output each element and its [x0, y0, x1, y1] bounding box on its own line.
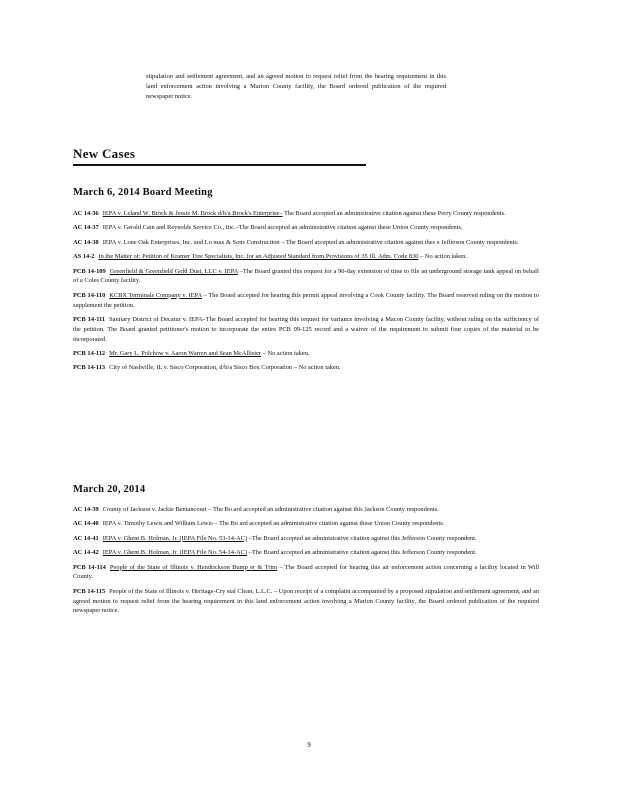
case-description: IEPA v. Gerald Cain and Reynolds Service Co., Inc.–The Board accepted an administrative citation against these Union County respondents. — [102, 224, 463, 232]
case-number: PCB 14-115 — [73, 587, 106, 595]
case-entry — [73, 587, 539, 616]
case-description: –The Board accepted an administrative citation against this Jefferson County respondent. — [247, 549, 477, 557]
case-description: People of the State of Illinois v. Heritage-Cry stal Clean, L.L.C. – Upon receipt of a complaint accompanied by a proposed stipulation and settlement agreement, and an agreed motion to request relief from the hearing requirement in this land enforcement action involving a Marion County facility, the Board ordered publication of the required newspaper notice. — [73, 587, 539, 615]
case-description: – No action taken. — [418, 253, 467, 261]
case-description: IEPA v. Lone Oak Enterprises, Inc. and Lo max & Sons Construction – The Board accepted an administrative citation against thes e Jefferson County respondents. — [102, 238, 519, 246]
case-number: PCB 14-113 — [73, 364, 106, 372]
case-entry — [73, 534, 539, 544]
case-entry — [73, 252, 539, 262]
intro-paragraph: stipulation and settlement agreement, and an agreed motion to request relief from the hearing requirement in this land enforcement action involving a Marion County facility, the Board ordered publication of the required newspaper notice. — [146, 73, 446, 101]
case-description: – No action taken. — [261, 349, 310, 357]
case-caption: Greenfield & Greenfield Gold Dust, LLC v. IEPA — [109, 267, 238, 275]
case-caption: People of the State of Illinois v. Hendrickson Bump er & Trim — [109, 563, 278, 571]
case-description: IEPA v. Timothy Lewis and William Lewis – The Bo ard accepted an administrative citation against these Union County respondents. — [102, 520, 445, 528]
case-number: AC 14-36 — [73, 210, 99, 217]
case-entry — [73, 363, 539, 373]
case-caption: In the Matter of: Petition of Kramer Tree Specialists, Inc. for an Adjusted Standard from Provisions of 35 Ill. Adm. Code 830 — [98, 253, 419, 261]
case-description: –The Board accepted an administrative citation against this Jefferson County respondent. — [247, 534, 477, 542]
case-entry — [73, 315, 539, 344]
case-number: PCB 14-109 — [73, 267, 106, 275]
case-entry — [73, 238, 539, 248]
case-entry — [73, 223, 539, 233]
case-number: AC 14-40 — [73, 520, 99, 528]
case-caption: Mr. Gary L. Polchow v. Aaron Warren and Sean McAllister — [109, 349, 262, 357]
page-number: 9 — [307, 741, 311, 749]
case-entry — [73, 267, 539, 287]
case-description: – The Board accepted for hearing this permit appeal involving a Cook County facility. The Board reserved ruling on the motion to supplement the petition. — [73, 291, 539, 309]
case-number: AC 14-37 — [73, 224, 99, 232]
case-description: The Board accepted an administrative citation against these Perry County respondents. — [282, 210, 506, 217]
case-entry — [73, 519, 539, 529]
case-number: AC 14-41 — [73, 534, 99, 542]
case-entry — [73, 548, 539, 558]
case-number: AS 14-2 — [73, 253, 95, 261]
case-description: – The Board accepted for hearing this air enforcement action concerning a facility located in Will County. — [73, 563, 539, 581]
case-caption: IEPA v. Leland W. Brock & Jessie M. Brock d/b/a Brock's Enterprise– — [102, 210, 283, 217]
case-number: AC 14-39 — [73, 506, 99, 513]
case-number: PCB 14-110 — [73, 291, 106, 299]
case-number: AC 14-42 — [73, 549, 99, 557]
case-entry — [73, 291, 539, 311]
case-caption: IEPA v. Ghent B. Holman, Jr. (IEPA File No. 53-14-AC) — [102, 534, 248, 542]
case-number: PCB 14-111 — [73, 315, 106, 323]
case-entry — [73, 563, 539, 583]
meeting-entries — [73, 209, 539, 378]
case-caption: KCBX Terminals Company v. IEPA — [109, 291, 202, 299]
case-number: PCB 14-112 — [73, 349, 106, 357]
section-rule — [73, 164, 366, 166]
case-description: –The Board granted this request for a 90-day extension of time to file an underground storage tank appeal on behalf of a Coles County facility. — [73, 267, 539, 285]
section-title: New Cases — [73, 146, 136, 161]
case-entry — [73, 349, 539, 359]
meeting-heading: March 20, 2014 — [73, 484, 146, 495]
case-caption: IEPA v. Ghent B. Holman, Jr. (IEPA File No. 54-14-AC) — [102, 549, 248, 557]
case-entry — [73, 209, 539, 219]
meeting-entries — [73, 505, 539, 621]
case-description: County of Jackson v. Jackie Bentancourt – The Bo ard accepted an administrative citation against this Jackson County respondents. — [102, 506, 439, 513]
case-number: AC 14-38 — [73, 238, 99, 246]
case-description: Sanitary District of Decatur v. IEPA–The Board accepted for hearing this request for variance involving a Macon County facility, without ruling on the sufficiency of the petition. The Board granted petitioner's motion to incorporate the entire PCB 09-125 record and a waiver of the requirement to submit four copies of the material to be incorporated. — [73, 315, 540, 343]
case-entry — [73, 505, 539, 515]
case-description: City of Nashville, IL v. Sisco Corporation, d/b/a Sisco Box Corporation – No action taken. — [109, 364, 341, 372]
case-number: PCB 14-114 — [73, 563, 106, 571]
meeting-heading: March 6, 2014 Board Meeting — [73, 187, 213, 198]
